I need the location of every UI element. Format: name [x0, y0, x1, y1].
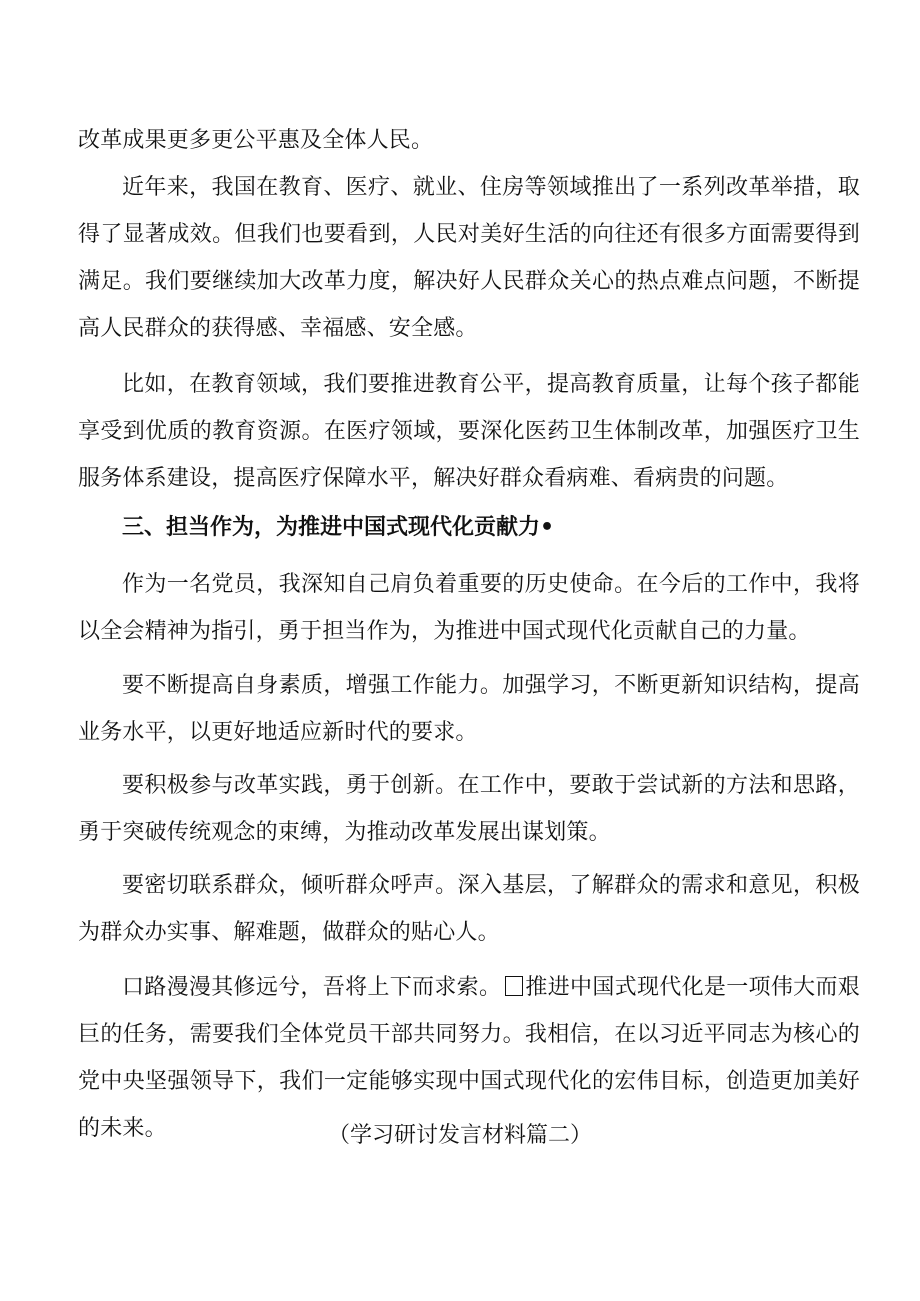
paragraph-party-member-mission: 作为一名党员，我深知自己肩负着重要的历史使命。在今后的工作中，我将以全会精神为指引，勇于担当作为，为推进中国式现代化贡献自己的力量。 — [78, 572, 860, 644]
paragraph-contact-masses: 要密切联系群众，倾听群众呼声。深入基层，了解群众的需求和意见，积极为群众办实事、解难题，做群众的贴心人。 — [78, 873, 860, 945]
paragraph-improve-quality: 要不断提高自身素质，增强工作能力。加强学习，不断更新知识结构，提高业务水平，以更好地适应新时代的要求。 — [78, 673, 860, 745]
paragraph-education-healthcare: 比如，在教育领域，我们要推进教育公平，提高教育质量，让每个孩子都能享受到优质的教育资源。在医疗领域，要深化医药卫生体制改革，加强医疗卫生服务体系建设，提高医疗保障水平，解决好群众看病难、看病贵的问题。 — [78, 372, 860, 491]
missing-glyph-box-icon — [505, 976, 523, 996]
document-caption: （学习研讨发言材料篇二） — [327, 1123, 592, 1148]
paragraph-reform-achievements: 近年来，我国在教育、医疗、就业、住房等领域推出了一系列改革举措，取得了显著成效。但我们也要看到，人民对美好生活的向往还有很多方面需要得到满足。我们要继续加大改革力度，解决好人民群众关心的热点难点问题，不断提高人民群众的获得感、幸福感、安全感。 — [78, 175, 860, 341]
paragraph-intro-fragment: 改革成果更多更公平惠及全体人民。 — [78, 128, 434, 153]
closing-text-part1: 口路漫漫其修远兮，吾将上下而求索。 — [122, 975, 502, 1000]
section-heading: 三、担当作为，为推进中国式现代化贡献力• — [122, 515, 555, 540]
paragraph-reform-practice: 要积极参与改革实践，勇于创新。在工作中，要敢于尝试新的方法和思路，勇于突破传统观念的束缚，为推动改革发展出谋划策。 — [78, 773, 860, 845]
closing-text-part2: 推进中国式现代化是一项伟大而艰巨的任务，需要我们全体党员干部共同努力。我相信，在以习近平同志为核心的党中央坚强领导下，我们一定能够实现中国式现代化的宏伟目标，创造更加美好的未来。 — [78, 975, 860, 1141]
